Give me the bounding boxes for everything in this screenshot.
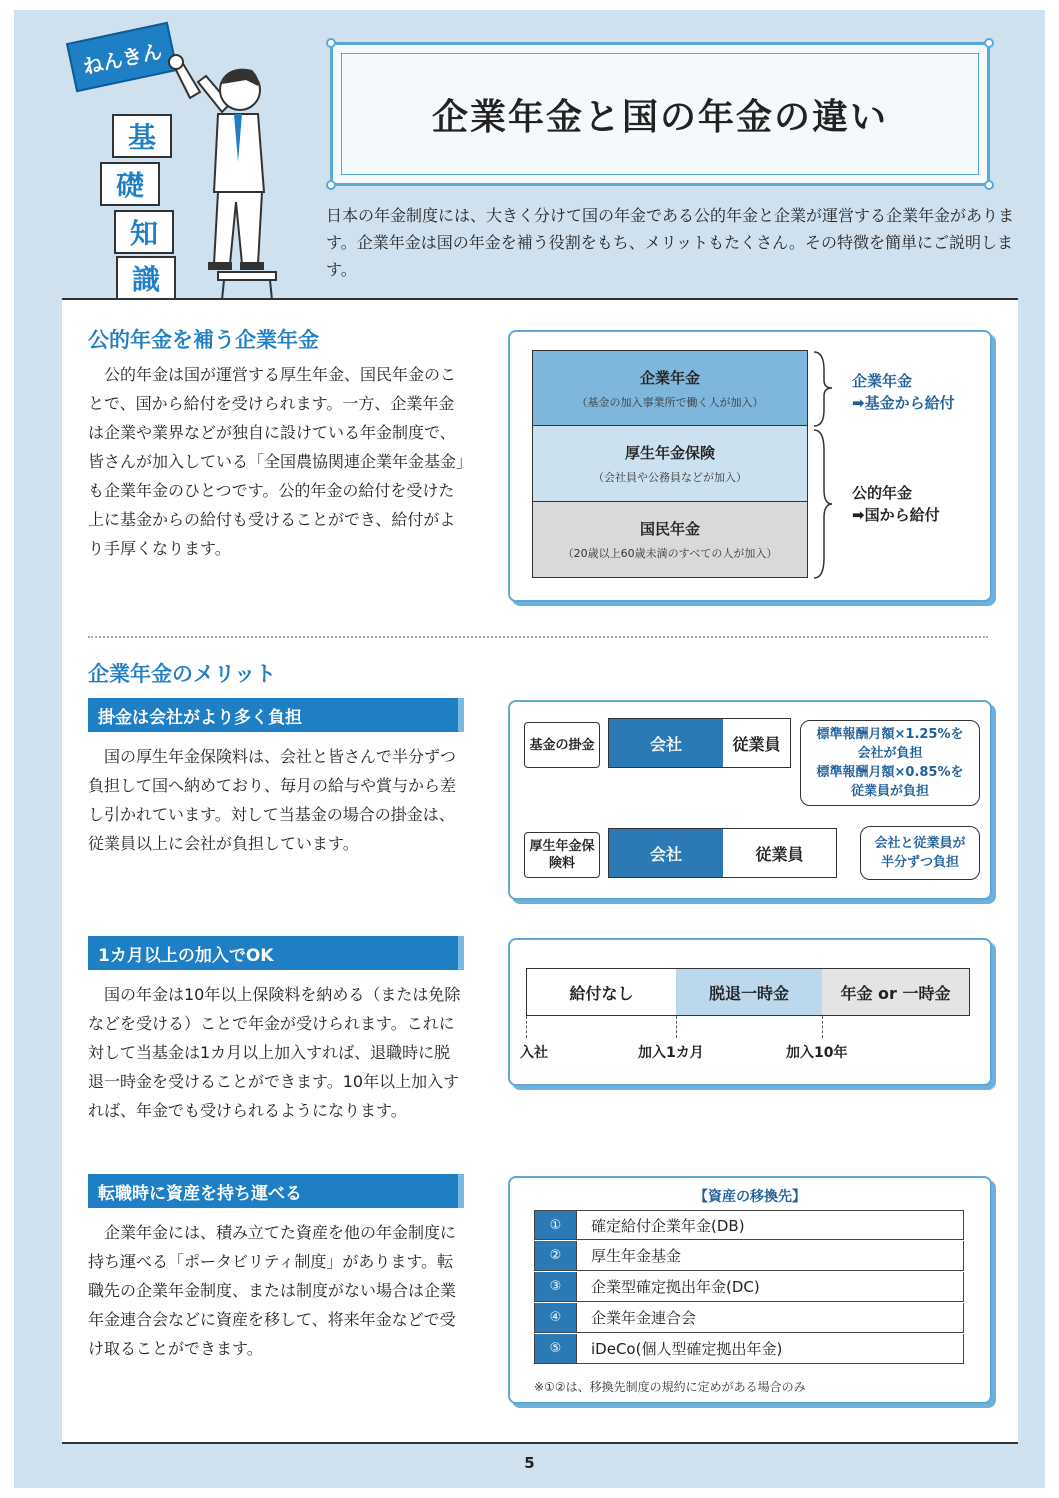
transfer-row (534, 1241, 964, 1271)
seg-company-2: 会社 (608, 828, 724, 878)
merit1-body: 国の厚生年金保険料は、会社と皆さんで半分ずつ負担して国へ納めており、毎月の給与や賞与から差し引かれています。対して当基金の場合の掛金は、従業員以上に会社が負担しています。 (88, 747, 457, 853)
label-line: 公的年金 (852, 484, 913, 502)
row-number: ② (535, 1241, 577, 1270)
tick-label-10years: 加入10年 (786, 1045, 848, 1061)
layer-sub: （20歳以上60歳未満のすべての人が加入） (562, 547, 778, 560)
merit2-body: 国の年金は10年以上保険料を納める（または免除などを受ける）ことで年金が受けられます。これに対して当基金は1カ月以上加入すれば、退職時に脱退一時金を受けることができます。10年以上加入すれば、年金でも受けられるようになります。 (88, 985, 461, 1120)
kanji-block-3: 知 (114, 210, 174, 254)
bubble-premium (860, 826, 980, 880)
merit3-bar: 転職時に資産を持ち運べる (88, 1174, 464, 1208)
bubble-line: 半分ずつ負担 (880, 855, 959, 870)
kanji-block-1: 基 (112, 114, 172, 158)
timeline-lump-sum: 脱退一時金 (676, 968, 822, 1016)
intro-text: 日本の年金制度には、大きく分けて国の年金である公的年金と企業が運営する企業年金があります。企業年金は国の年金を補う役割をもち、メリットもたくさん。その特徴を簡単にご説明します。 (326, 206, 1015, 279)
layer-employee-pension (532, 426, 808, 502)
kanji-block-4: 識 (116, 256, 176, 300)
row-number: ① (535, 1211, 577, 1239)
kanji-block-2: 礎 (100, 162, 160, 206)
section1-heading: 公的年金を補う企業年金 (88, 328, 319, 352)
label-employee-pension-premium: 厚生年金保険料 (524, 832, 600, 878)
page-number: 5 (524, 1454, 535, 1472)
bubble-line: 会社が負担 (857, 746, 923, 761)
transfer-table-title: 【資産の移換先】 (694, 1189, 806, 1205)
tick-label-1month: 加入1カ月 (638, 1045, 704, 1061)
layer-corporate (532, 350, 808, 426)
row-text: 厚生年金基金 (591, 1247, 682, 1265)
row-text: iDeCo(個人型確定拠出年金) (591, 1340, 783, 1358)
row-number: ⑤ (535, 1334, 577, 1363)
bubble-line: 標準報酬月額×1.25%を (816, 727, 964, 742)
layer-sub: （基金の加入事業所で働く人が加入） (576, 395, 764, 409)
row-text: 確定給付企業年金(DB) (591, 1216, 745, 1235)
seg-company-1: 会社 (608, 718, 724, 768)
label-fund-contribution: 基金の掛金 (524, 722, 600, 768)
tick-join (526, 1016, 527, 1038)
layer-title: 国民年金 (639, 520, 700, 538)
section1-body: 公的年金は国が運営する厚生年金、国民年金のことで、国から給付を受けられます。一方、企業年金は企業や業界などが独自に設けている年金制度で、皆さんが加入している「全国農協関連企業年金基金」も企業年金のひとつです。公的年金の給付を受けた上に基金からの給付も受けることができ、給付がより手厚くなります。 (88, 365, 465, 558)
row-number: ④ (535, 1303, 577, 1332)
brace-label-public (852, 482, 940, 526)
page-title: 企業年金と国の年金の違い (431, 96, 888, 138)
layer-title: 企業年金 (639, 368, 700, 387)
brace-label-corporate (852, 370, 955, 414)
row-text: 企業型確定拠出年金(DC) (591, 1278, 760, 1296)
tick-1month (676, 1016, 677, 1038)
layer-title: 厚生年金保険 (624, 444, 715, 462)
row-text: 企業年金連合会 (591, 1309, 697, 1327)
label-line: ➡基金から給付 (852, 394, 955, 412)
man-illustration (160, 42, 290, 300)
pension-stack (532, 350, 808, 578)
row-number: ③ (535, 1272, 577, 1301)
brace-icon (812, 350, 842, 580)
timeline-no-benefit: 給付なし (526, 968, 676, 1016)
merit1-bar: 掛金は会社がより多く負担 (88, 698, 464, 732)
section2-heading: 企業年金のメリット (88, 662, 277, 686)
transfer-row (534, 1303, 964, 1333)
transfer-row (534, 1334, 964, 1364)
transfer-row (534, 1210, 964, 1240)
merit2-bar: 1カ月以上の加入でOK (88, 936, 464, 970)
layer-national-pension (532, 502, 808, 578)
transfer-row (534, 1272, 964, 1302)
bubble-line: 会社と従業員が (874, 836, 966, 851)
layer-sub: （会社員や公務員などが加入） (593, 471, 747, 484)
seg-employee-1: 従業員 (723, 718, 791, 768)
title-box (330, 42, 990, 186)
bubble-fund (800, 720, 980, 806)
merit3-body: 企業年金には、積み立てた資産を他の年金制度に持ち運べる「ポータビリティ制度」があります。転職先の企業年金制度、または制度がない場合は企業年金連合会などに資産を移して、将来年金などで受け取ることができます。 (88, 1223, 457, 1358)
bubble-line: 標準報酬月額×0.85%を (816, 765, 964, 780)
tick-label-join: 入社 (520, 1045, 548, 1061)
tick-10years (822, 1016, 823, 1038)
timeline-pension-or-lump: 年金 or 一時金 (822, 968, 970, 1016)
nenkin-tag: ねんきん (66, 22, 178, 93)
bubble-line: 従業員が負担 (850, 784, 929, 799)
label-line: 企業年金 (852, 372, 913, 390)
seg-employee-2: 従業員 (723, 828, 837, 878)
dotted-separator (88, 636, 988, 638)
transfer-note: ※①②は、移換先制度の規約に定めがある場合のみ (534, 1380, 806, 1394)
label-line: ➡国から給付 (852, 506, 940, 524)
